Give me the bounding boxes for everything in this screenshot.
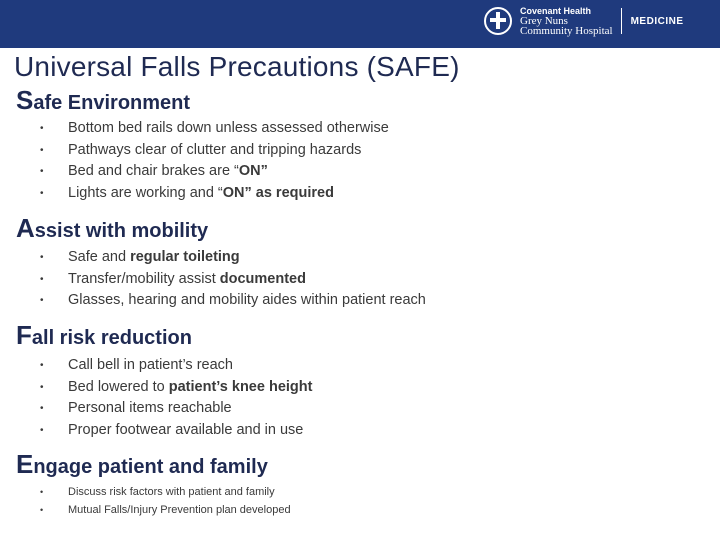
- brand-name-line2: Community Hospital: [520, 25, 613, 37]
- section-rest: afe Environment: [33, 92, 191, 114]
- list-item: • Proper footwear available and in use: [40, 422, 304, 439]
- section-rest: ssist with mobility: [34, 220, 209, 242]
- list-item: • Transfer/mobility assist documented: [40, 270, 306, 287]
- logo-divider: [621, 8, 622, 34]
- list-item: • Lights are working and “ON” as required: [40, 185, 334, 202]
- brand-org: Covenant Health: [520, 6, 592, 16]
- section-heading-assist-with-mobility: [16, 213, 208, 244]
- item-text: Bottom bed rails down unless assessed otherwise: [68, 120, 389, 136]
- list-item: • Glasses, hearing and mobility aides within patient reach: [40, 292, 426, 309]
- item-text: Lights are working and “: [68, 185, 223, 202]
- section-initial: A: [16, 213, 35, 243]
- section-initial: E: [16, 449, 34, 479]
- item-emphasis: ON”: [238, 163, 268, 180]
- item-text: Bed and chair brakes are “: [68, 163, 239, 180]
- list-item: • Discuss risk factors with patient and family: [40, 486, 275, 498]
- bullet-list-assist-with-mobility: [40, 247, 426, 312]
- slide-title: Universal Falls Precautions (SAFE): [14, 51, 460, 82]
- brand-name-line1: Grey Nuns: [520, 15, 568, 27]
- cross-icon: [484, 7, 512, 35]
- section-heading-fall-risk-reduction: [16, 320, 192, 351]
- item-text: Safe and: [68, 249, 131, 265]
- list-item: • Mutual Falls/Injury Prevention plan developed: [40, 504, 291, 516]
- item-text: Bed lowered to: [68, 378, 169, 395]
- section-initial: S: [16, 85, 34, 115]
- item-text: Pathways clear of clutter and tripping hazards: [68, 141, 362, 158]
- department-label: MEDICINE: [630, 15, 684, 27]
- hospital-logo: [484, 6, 684, 36]
- bullet-list-engage-patient-and-family: [40, 483, 291, 519]
- section-heading-engage-patient-and-family: [16, 449, 268, 480]
- item-emphasis: ON” as required: [222, 185, 334, 202]
- bullet-list-fall-risk-reduction: [40, 355, 312, 442]
- item-text: Personal items reachable: [68, 400, 232, 417]
- section-heading-safe-environment: [16, 85, 190, 116]
- item-emphasis: patient’s knee height: [168, 378, 313, 395]
- item-text: Discuss risk factors with patient and family: [68, 486, 275, 498]
- list-item: • Pathways clear of clutter and tripping hazards: [40, 141, 362, 158]
- list-item: • Personal items reachable: [40, 400, 232, 417]
- list-item: • Call bell in patient’s reach: [40, 357, 233, 373]
- bullet-list-safe-environment: [40, 118, 389, 205]
- section-initial: F: [16, 320, 32, 350]
- section-rest: ngage patient and family: [33, 456, 268, 478]
- header-bar: [0, 0, 720, 48]
- item-text: Proper footwear available and in use: [68, 422, 304, 439]
- list-item: • Bed and chair brakes are “ON”: [40, 163, 268, 180]
- item-emphasis: regular toileting: [130, 249, 240, 265]
- item-text: Transfer/mobility assist: [68, 270, 220, 287]
- item-text: Call bell in patient’s reach: [68, 357, 233, 373]
- item-text: Mutual Falls/Injury Prevention plan developed: [68, 504, 291, 516]
- list-item: • Safe and regular toileting: [40, 249, 240, 265]
- logo-text: [520, 6, 613, 36]
- list-item: • Bed lowered to patient’s knee height: [40, 378, 313, 395]
- item-emphasis: documented: [219, 270, 306, 287]
- item-text: Glasses, hearing and mobility aides within patient reach: [68, 292, 426, 309]
- section-rest: all risk reduction: [31, 327, 192, 349]
- list-item: • Bottom bed rails down unless assessed otherwise: [40, 120, 389, 136]
